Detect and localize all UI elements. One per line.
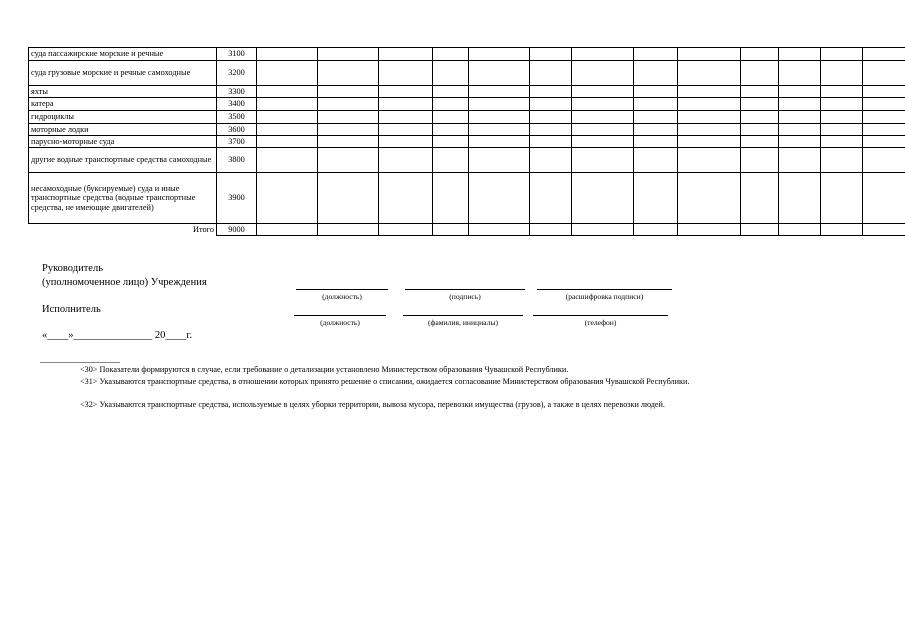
table-row — [29, 48, 905, 61]
value-cell — [821, 148, 863, 173]
value-cell — [741, 111, 779, 124]
value-cell — [469, 61, 530, 86]
value-cell — [469, 48, 530, 61]
value-cell — [863, 98, 905, 111]
value-cell — [318, 148, 379, 173]
value-cell — [863, 136, 905, 148]
date-line: «____»_______________ 20____г. — [42, 330, 193, 341]
executor-caption-position: (должность) — [320, 318, 360, 327]
value-cell — [863, 173, 905, 224]
value-cell — [779, 111, 821, 124]
table-row — [29, 111, 905, 124]
value-cell — [779, 224, 821, 236]
value-cell — [379, 86, 433, 98]
value-cell — [469, 86, 530, 98]
value-cell — [257, 111, 318, 124]
value-cell — [634, 61, 678, 86]
value-cell — [572, 148, 634, 173]
value-cell — [572, 98, 634, 111]
vehicle-type-cell: суда грузовые морские и речные самоходные — [29, 61, 217, 86]
executor-phone-line — [533, 315, 668, 316]
value-cell — [863, 86, 905, 98]
value-cell — [379, 111, 433, 124]
footnote-31 — [42, 377, 864, 387]
value-cell — [678, 124, 741, 136]
total-row — [29, 224, 905, 236]
total-label: Итого — [29, 224, 217, 236]
value-cell — [821, 224, 863, 236]
value-cell — [433, 224, 469, 236]
value-cell — [678, 224, 741, 236]
value-cell — [318, 124, 379, 136]
line-code-cell: 3300 — [217, 86, 257, 98]
footnote-32 — [42, 400, 864, 410]
value-cell — [863, 111, 905, 124]
value-cell — [257, 124, 318, 136]
value-cell — [318, 173, 379, 224]
value-cell — [530, 86, 572, 98]
value-cell — [821, 173, 863, 224]
value-cell — [741, 48, 779, 61]
value-cell — [530, 136, 572, 148]
value-cell — [634, 86, 678, 98]
value-cell — [433, 111, 469, 124]
value-cell — [821, 136, 863, 148]
value-cell — [678, 86, 741, 98]
value-cell — [863, 148, 905, 173]
value-cell — [318, 136, 379, 148]
value-cell — [572, 111, 634, 124]
value-cell — [863, 224, 905, 236]
value-cell — [863, 61, 905, 86]
value-cell — [530, 111, 572, 124]
vehicle-type-cell: яхты — [29, 86, 217, 98]
vehicle-type-cell: несамоходные (буксируемые) суда и иные транспортные средства (водные транспортные средства, не имеющие двигателей) — [29, 173, 217, 224]
head-title: Руководитель — [42, 263, 103, 274]
value-cell — [741, 136, 779, 148]
value-cell — [379, 148, 433, 173]
table-row — [29, 173, 905, 224]
executor-caption-phone: (телефон) — [584, 318, 617, 327]
table-row — [29, 61, 905, 86]
footnote-30-text: <30> Показатели формируются в случае, если требование о детализации установлено Министерством образования Чувашской Республики. — [80, 365, 569, 374]
value-cell — [469, 124, 530, 136]
executor-name-line — [403, 315, 523, 316]
value-cell — [379, 136, 433, 148]
head-caption-position: (должность) — [322, 292, 362, 301]
table-row — [29, 148, 905, 173]
value-cell — [678, 111, 741, 124]
executor-position-line — [294, 315, 386, 316]
value-cell — [821, 124, 863, 136]
value-cell — [257, 86, 318, 98]
value-cell — [678, 173, 741, 224]
value-cell — [379, 173, 433, 224]
value-cell — [433, 124, 469, 136]
value-cell — [741, 61, 779, 86]
value-cell — [863, 124, 905, 136]
value-cell — [634, 111, 678, 124]
value-cell — [257, 48, 318, 61]
value-cell — [741, 173, 779, 224]
value-cell — [678, 148, 741, 173]
value-cell — [379, 224, 433, 236]
executor-caption-name: (фамилия, инициалы) — [427, 318, 498, 327]
value-cell — [678, 98, 741, 111]
value-cell — [821, 86, 863, 98]
value-cell — [634, 136, 678, 148]
value-cell — [469, 173, 530, 224]
value-cell — [821, 98, 863, 111]
value-cell — [572, 61, 634, 86]
table-body — [29, 48, 905, 236]
vehicle-type-cell: моторные лодки — [29, 124, 217, 136]
water-vehicles-table — [28, 47, 905, 236]
footnote-30 — [42, 365, 864, 375]
value-cell — [821, 111, 863, 124]
value-cell — [741, 98, 779, 111]
head-decoding-line — [537, 289, 672, 290]
value-cell — [530, 48, 572, 61]
vehicle-type-cell: парусно-моторные суда — [29, 136, 217, 148]
value-cell — [634, 148, 678, 173]
value-cell — [779, 173, 821, 224]
line-code-cell: 3400 — [217, 98, 257, 111]
value-cell — [257, 61, 318, 86]
value-cell — [379, 48, 433, 61]
value-cell — [379, 124, 433, 136]
footnote-32-text: <32> Указываются транспортные средства, используемые в целях уборки территории, вывоза мусора, перевозки имущества (грузов), а также в целях перевозки людей. — [80, 400, 665, 409]
value-cell — [741, 124, 779, 136]
value-cell — [678, 48, 741, 61]
value-cell — [469, 111, 530, 124]
value-cell — [318, 111, 379, 124]
value-cell — [572, 86, 634, 98]
value-cell — [530, 61, 572, 86]
value-cell — [779, 148, 821, 173]
vehicle-type-cell: суда пассажирские морские и речные — [29, 48, 217, 61]
value-cell — [257, 224, 318, 236]
value-cell — [572, 48, 634, 61]
value-cell — [318, 61, 379, 86]
value-cell — [469, 148, 530, 173]
footnote-separator — [40, 362, 120, 363]
value-cell — [530, 98, 572, 111]
value-cell — [779, 86, 821, 98]
head-caption-signature: (подпись) — [449, 292, 481, 301]
value-cell — [779, 61, 821, 86]
value-cell — [379, 98, 433, 111]
value-cell — [572, 124, 634, 136]
value-cell — [821, 48, 863, 61]
value-cell — [572, 136, 634, 148]
value-cell — [530, 124, 572, 136]
value-cell — [779, 48, 821, 61]
value-cell — [741, 224, 779, 236]
value-cell — [572, 224, 634, 236]
line-code-cell: 3700 — [217, 136, 257, 148]
value-cell — [433, 48, 469, 61]
value-cell — [433, 86, 469, 98]
table-row — [29, 136, 905, 148]
line-code-cell: 9000 — [217, 224, 257, 236]
value-cell — [318, 86, 379, 98]
line-code-cell: 3800 — [217, 148, 257, 173]
value-cell — [634, 124, 678, 136]
line-code-cell: 3200 — [217, 61, 257, 86]
value-cell — [257, 136, 318, 148]
footnote-31-text: <31> Указываются транспортные средства, в отношении которых принято решение о списании, ожидается согласование Министерством образования Чувашской Республики. — [80, 377, 690, 386]
head-position-line — [296, 289, 388, 290]
line-code-cell: 3500 — [217, 111, 257, 124]
value-cell — [469, 98, 530, 111]
value-cell — [741, 86, 779, 98]
value-cell — [318, 98, 379, 111]
vehicle-type-cell: другие водные транспортные средства самоходные — [29, 148, 217, 173]
vehicle-type-cell: гидроциклы — [29, 111, 217, 124]
value-cell — [257, 148, 318, 173]
value-cell — [572, 173, 634, 224]
value-cell — [257, 98, 318, 111]
value-cell — [779, 124, 821, 136]
line-code-cell: 3600 — [217, 124, 257, 136]
value-cell — [634, 48, 678, 61]
value-cell — [863, 48, 905, 61]
line-code-cell: 3100 — [217, 48, 257, 61]
value-cell — [678, 136, 741, 148]
value-cell — [634, 98, 678, 111]
value-cell — [821, 61, 863, 86]
value-cell — [433, 136, 469, 148]
value-cell — [318, 224, 379, 236]
table-row — [29, 86, 905, 98]
vehicle-type-cell: катера — [29, 98, 217, 111]
value-cell — [678, 61, 741, 86]
value-cell — [257, 173, 318, 224]
executor-title: Исполнитель — [42, 304, 101, 315]
value-cell — [433, 61, 469, 86]
head-subtitle: (уполномоченное лицо) Учреждения — [42, 277, 207, 288]
table-row — [29, 124, 905, 136]
value-cell — [741, 148, 779, 173]
value-cell — [433, 173, 469, 224]
value-cell — [379, 61, 433, 86]
head-signature-line — [405, 289, 525, 290]
value-cell — [318, 48, 379, 61]
value-cell — [779, 98, 821, 111]
head-caption-decoding: (расшифровка подписи) — [565, 292, 644, 301]
value-cell — [530, 148, 572, 173]
value-cell — [530, 173, 572, 224]
value-cell — [634, 173, 678, 224]
value-cell — [530, 224, 572, 236]
value-cell — [469, 136, 530, 148]
value-cell — [433, 148, 469, 173]
value-cell — [469, 224, 530, 236]
value-cell — [634, 224, 678, 236]
table-row — [29, 98, 905, 111]
value-cell — [433, 98, 469, 111]
value-cell — [779, 136, 821, 148]
line-code-cell: 3900 — [217, 173, 257, 224]
